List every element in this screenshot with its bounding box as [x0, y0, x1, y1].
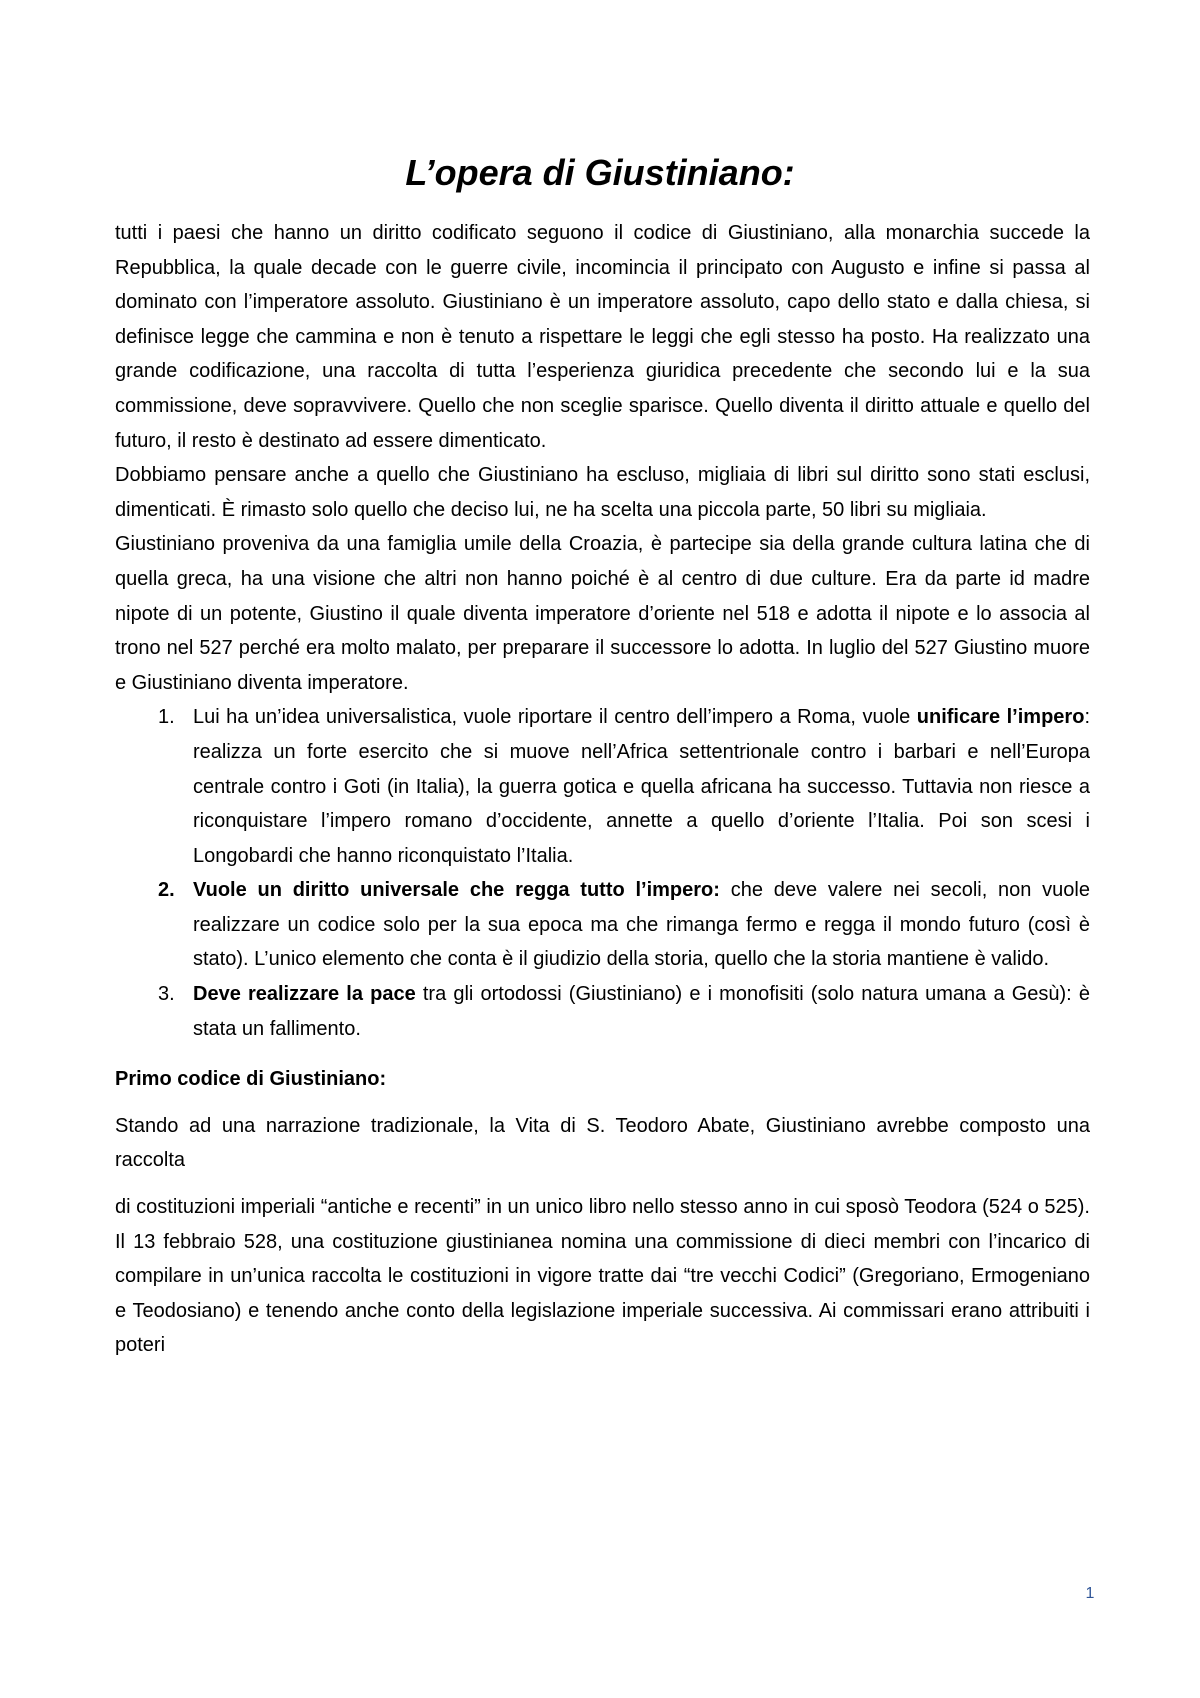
paragraph-commission: di costituzioni imperiali “antiche e recenti” in un unico libro nello stesso anno in cui sposò Teodora (524 o 525). Il 13 febbraio 528, una costituzione giustinianea nomina una commissione di dieci membri con l’incarico di compilare in un’unica raccolta le costituzioni in vigore tratte dai “tre vecchi Codici” (Gregoriano, Ermogeniano e Teodosiano) e tenendo anche conto della legislazione imperiale successiva. Ai commissari erano attribuiti i poteri — [115, 1196, 1090, 1357]
document-body — [115, 216, 1090, 1363]
page-number: 1 — [1085, 1585, 1095, 1602]
list-item-number: 1. — [158, 706, 175, 729]
list-item-bold-text: Vuole un diritto universale che regga tutto l’impero: — [193, 879, 720, 902]
list-item — [115, 700, 1090, 873]
list-item-number: 3. — [158, 983, 175, 1006]
list-item-bold-text: Deve realizzare la pace — [193, 983, 416, 1006]
list-item — [115, 977, 1090, 1046]
list-item — [115, 873, 1090, 977]
paragraph-biography: Giustiniano proveniva da una famiglia umile della Croazia, è partecipe sia della grande cultura latina che di quella greca, ha una visione che altri non hanno poiché è al centro di due culture. Era da parte id madre nipote di un potente, Giustino il quale diventa imperatore d’oriente nel 518 e adotta il nipote e lo associa al trono nel 527 perché era molto malato, per preparare il successore lo adotta. In luglio del 527 Giustino muore e Giustiniano diventa imperatore. — [115, 533, 1090, 694]
list-item-text: tra gli ortodossi (Giustiniano) e i monofisiti (solo natura umana a Gesù): è stata un fallimento. — [193, 983, 1091, 1040]
list-item-number: 2. — [158, 879, 175, 902]
numbered-list — [115, 700, 1090, 1046]
list-item-text: Lui ha un’idea universalistica, vuole riportare il centro dell’impero a Roma, vuole — [193, 706, 917, 729]
section-heading: Primo codice di Giustiniano: — [115, 1068, 387, 1091]
list-item-text: che deve valere nei secoli, non vuole realizzare un codice solo per la sua epoca ma che rimanga fermo e regga il mondo futuro (così è stato). L’unico elemento che conta è il giudizio della storia, quello che la storia mantiene è valido. — [193, 879, 1090, 971]
paragraph-tradition: Stando ad una narrazione tradizionale, la Vita di S. Teodoro Abate, Giustiniano avrebbe composto una raccolta — [115, 1114, 1090, 1172]
paragraph-excluded-books: Dobbiamo pensare anche a quello che Giustiniano ha escluso, migliaia di libri sul diritto sono stati esclusi, dimenticati. È rimasto solo quello che deciso lui, ne ha scelta una piccola parte, 50 libri su migliaia. — [115, 464, 1090, 521]
list-item-bold-text: unificare l’impero — [916, 706, 1085, 729]
document-title: L’opera di Giustiniano: — [405, 152, 795, 193]
paragraph-intro: tutti i paesi che hanno un diritto codificato seguono il codice di Giustiniano, alla monarchia succede la Repubblica, la quale decade con le guerre civile, incomincia il principato con Augusto e infine si passa al dominato con l’imperatore assoluto. Giustiniano è un imperatore assoluto, capo dello stato e dalla chiesa, si definisce legge che cammina e non è tenuto a rispettare le leggi che egli stesso ha posto. Ha realizzato una grande codificazione, una raccolta di tutta l’esperienza giuridica precedente che secondo lui e la sua commissione, deve sopravvivere. Quello che non sceglie sparisce. Quello diventa il diritto attuale e quello del futuro, il resto è destinato ad essere dimenticato. — [115, 222, 1090, 452]
list-item-text: : realizza un forte esercito che si muove nell’Africa settentrionale contro i barbari e nell’Europa centrale contro i Goti (in Italia), la guerra gotica e quella africana ha successo. Tuttavia non riesce a riconquistare l’impero romano d’occidente, annette a quello d’oriente l’Italia. Poi son scesi i Longobardi che hanno riconquistato l’Italia. — [193, 706, 1090, 867]
